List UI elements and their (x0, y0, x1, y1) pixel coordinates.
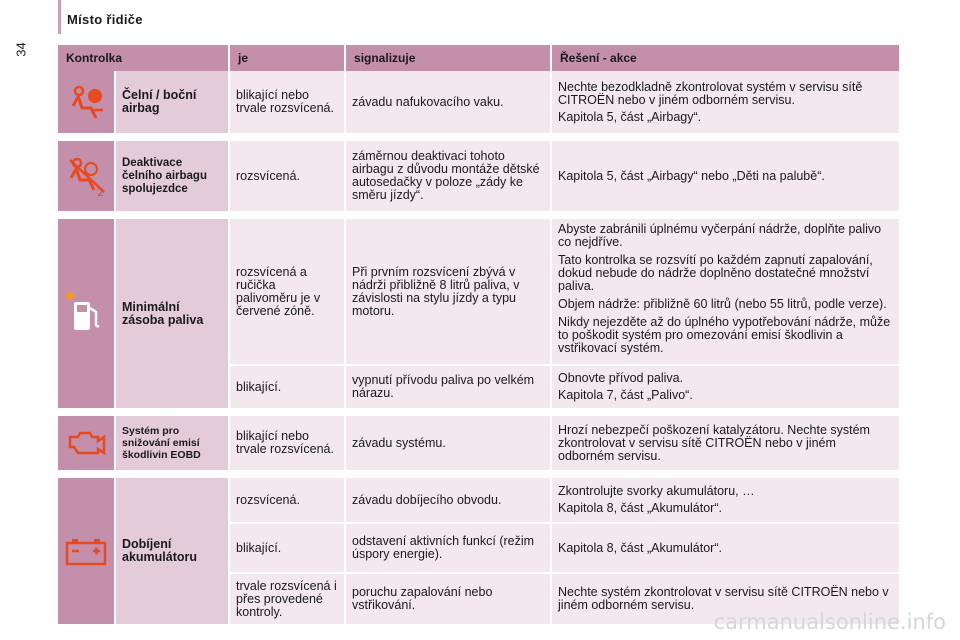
table-row (58, 141, 901, 213)
indicator-state: rozsvícená. (230, 478, 346, 524)
table-row (58, 478, 901, 524)
column-header-reseni: Řešení - akce (552, 45, 901, 71)
column-header-kontrolka: Kontrolka (58, 45, 230, 71)
indicator-signal: vypnutí přívodu paliva po velkém nárazu. (346, 366, 552, 410)
column-header-signalizuje: signalizuje (346, 45, 552, 71)
table-row (58, 416, 901, 472)
indicator-signal: odstavení aktivních funkcí (režim úspory energie). (346, 524, 552, 574)
airbag-warning-icon (58, 71, 116, 135)
svg-text:2: 2 (97, 186, 104, 198)
indicator-name: Minimální zásoba paliva (116, 219, 230, 410)
table-header-row (58, 45, 901, 71)
indicator-solution: Obnovte přívod paliva. Kapitola 7, část „Palivo“. (552, 366, 901, 410)
indicator-name: Dobíjení akumulátoru (116, 478, 230, 626)
watermark: carmanualsonline.info (713, 610, 946, 634)
indicator-state: rozsvícená. (230, 141, 346, 213)
warning-lights-table (58, 45, 901, 626)
indicator-state: blikající. (230, 524, 346, 574)
engine-check-icon (58, 416, 116, 472)
indicator-state: blikající. (230, 366, 346, 410)
page-title: Místo řidiče (67, 12, 143, 27)
indicator-solution: Hrozí nebezpečí poškození katalyzátoru. Nechte systém zkontrolovat v servisu sítě CITROËN nebo v jiném odborném servisu. (552, 416, 901, 472)
header-accent-bar (58, 0, 61, 34)
indicator-solution: Nechte bezodkladně zkontrolovat systém v servisu sítě CITROËN nebo v jiném odborném servisu. Kapitola 5, část „Airbagy“. (552, 71, 901, 135)
indicator-solution: Abyste zabránili úplnému vyčerpání nádrže, doplňte palivo co nejdříve. Tato kontrolka se rozsvítí po každém zapnutí zapalování, dokud nebude do nádrže doplněno dostatečné množství paliva. Objem nádrže: přibližně 60 litrů (nebo 55 litrů, podle verze). Nikdy nejezděte až do úplného vypotřebování nádrže, může to poškodit systém pro omezování emisí škodlivin a vstřikovací systém. (552, 219, 901, 366)
table-row (58, 219, 901, 366)
indicator-signal: závadu nafukovacího vaku. (346, 71, 552, 135)
indicator-state: blikající nebo trvale rozsvícená. (230, 71, 346, 135)
indicator-signal: závadu dobíjecího obvodu. (346, 478, 552, 524)
battery-icon (58, 478, 116, 626)
table-row (58, 71, 901, 135)
indicator-state: trvale rozsvícená i přes provedené kontroly. (230, 574, 346, 626)
indicator-signal: závadu systému. (346, 416, 552, 472)
passenger-airbag-off-icon (58, 141, 116, 213)
indicator-name: Systém pro snižování emisí škodlivin EOBD (116, 416, 230, 472)
indicator-solution: Nechte systém zkontrolovat v servisu sítě CITROËN nebo v jiném odborném servisu. (552, 574, 901, 626)
indicator-solution: Kapitola 8, část „Akumulátor“. (552, 524, 901, 574)
indicator-state: blikající nebo trvale rozsvícená. (230, 416, 346, 472)
indicator-solution: Zkontrolujte svorky akumulátoru, … Kapitola 8, část „Akumulátor“. (552, 478, 901, 524)
indicator-signal: záměrnou deaktivaci tohoto airbagu z důvodu montáže dětské autosedačky v poloze „zády ke směru jízdy“. (346, 141, 552, 213)
indicator-signal: Při prvním rozsvícení zbývá v nádrži přibližně 8 litrů paliva, v závislosti na stylu jízdy a typu motoru. (346, 219, 552, 366)
indicator-solution: Kapitola 5, část „Airbagy“ nebo „Děti na palubě“. (552, 141, 901, 213)
indicator-state: rozsvícená a ručička palivoměru je v červené zóně. (230, 219, 346, 366)
fuel-pump-icon (58, 219, 116, 410)
indicator-name: Deaktivace čelního airbagu spolujezdce (116, 141, 230, 213)
indicator-signal: poruchu zapalování nebo vstřikování. (346, 574, 552, 626)
column-header-je: je (230, 45, 346, 71)
page-number: 34 (13, 42, 29, 57)
indicator-name: Čelní / boční airbag (116, 71, 230, 135)
